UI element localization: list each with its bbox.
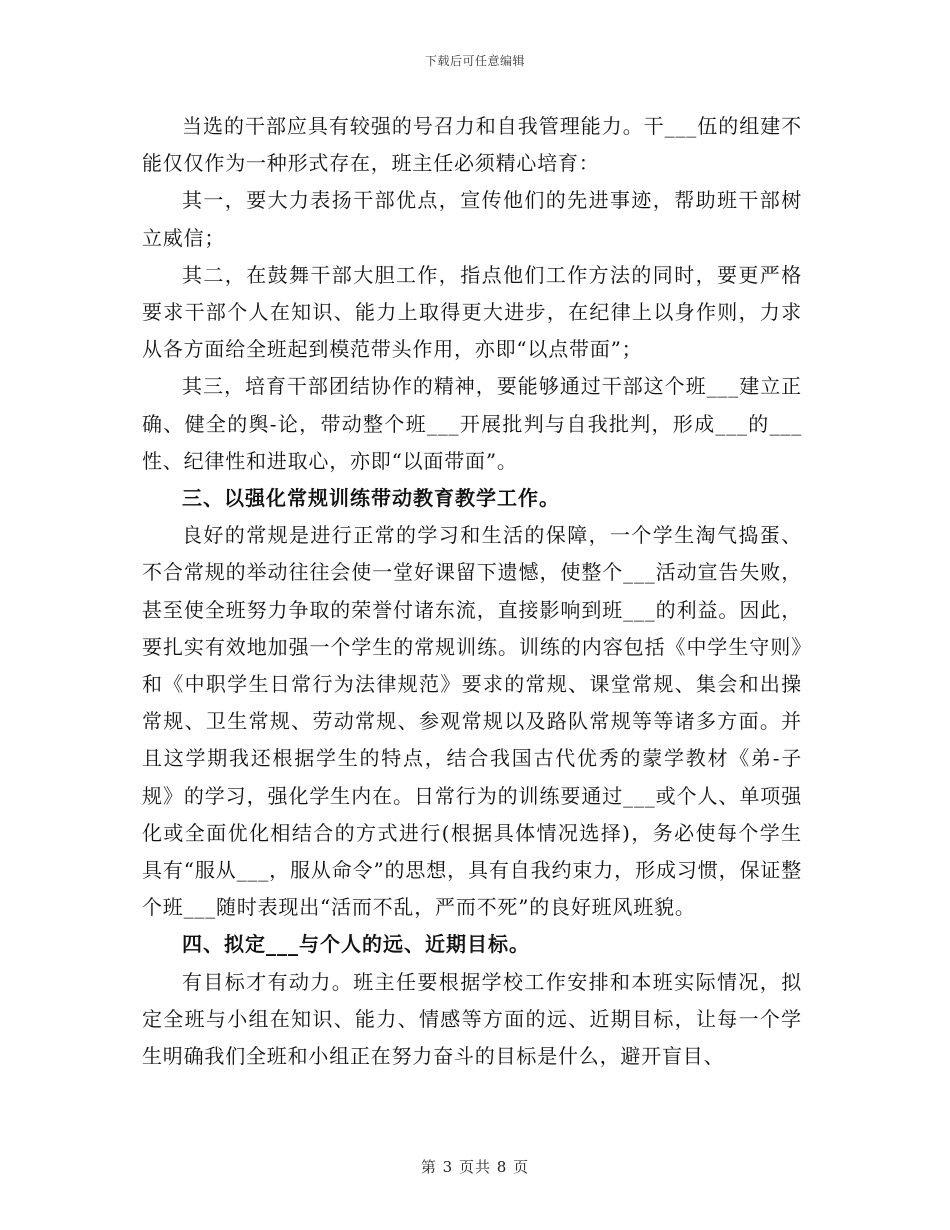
paragraph-cadre-intro: 当选的干部应具有较强的号召力和自我管理能力。干___伍的组建不能仅仅作为一种形式存在，班主任必须精心培育： (142, 114, 802, 176)
paragraph-point-two: 其二，在鼓舞干部大胆工作，指点他们工作方法的同时，要更严格要求干部个人在知识、能力上取得更大进步，在纪律上以身作则，力求从各方面给全班起到模范带头作用，亦即“以点带面”； (142, 262, 802, 362)
section-heading-three: 三、以强化常规训练带动教育教学工作。 (182, 486, 560, 511)
document-body (142, 108, 802, 1075)
paragraph-goals: 有目标才有动力。班主任要根据学校工作安排和本班实际情况，拟定全班与小组在知识、能力、情感等方面的远、近期目标，让每一个学生明确我们全班和小组正在努力奋斗的目标是什么，避开盲目、 (142, 969, 802, 1069)
section-heading-four: 四、拟定___与个人的远、近期目标。 (182, 932, 530, 957)
page-footer: 第 3 页共 8 页 (420, 1158, 530, 1176)
paragraph-routine-training: 良好的常规是进行正常的学习和生活的保障，一个学生淘气捣蛋、不合常规的举动往往会使一堂好课留下遗憾，使整个___活动宣告失败，甚至使全班努力争取的荣誉付诸东流，直接影响到班___的利益。因此，要扎实有效地加强一个学生的常规训练。训练的内容包括《中学生守则》和《中职学生日常行为法律规范》要求的常规、课堂常规、集会和出操常规、卫生常规、劳动常规、参观常规以及路队常规等等诸多方面。并且这学期我还根据学生的特点，结合我国古代优秀的蒙学教材《弟-子规》的学习，强化学生内在。日常行为的训练要通过___或个人、单项强化或全面优化相结合的方式进行(根据具体情况选择)，务必使每个学生具有“服从___，服从命令”的思想，具有自我约束力，形成习惯，保证整个班___随时表现出“活而不乱，严而不死”的良好班风班貌。 (142, 523, 802, 920)
page-header: 下载后可任意编辑 (424, 54, 525, 68)
paragraph-point-one: 其一，要大力表扬干部优点，宣传他们的先进事迹，帮助班干部树立威信； (142, 188, 802, 250)
paragraph-point-three: 其三，培育干部团结协作的精神，要能够通过干部这个班___建立正确、健全的舆-论，带动整个班___开展批判与自我批判，形成___的___性、纪律性和进取心，亦即“以面带面”。 (142, 374, 802, 473)
